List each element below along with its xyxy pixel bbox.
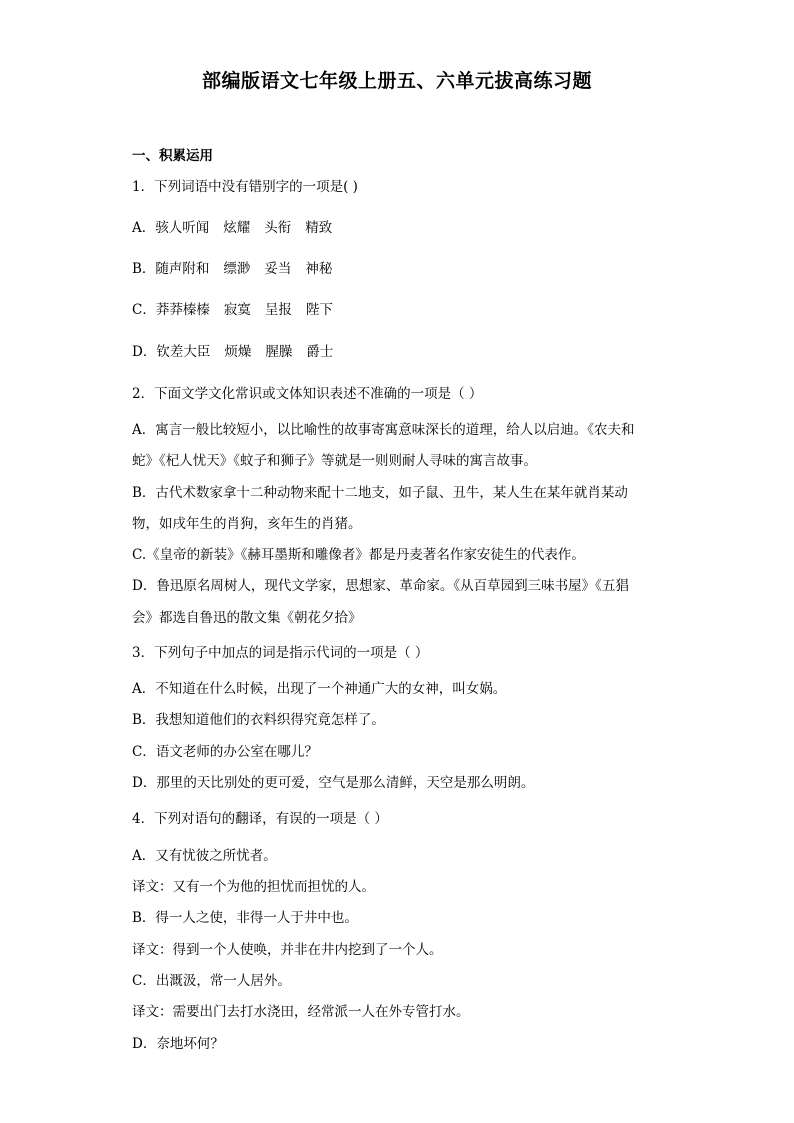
- question-4-line: 译文：又有一个为他的担忧而担忧的人。: [132, 879, 375, 895]
- question-2-line: C.《皇帝的新装》《赫耳墨斯和雕像者》都是丹麦著名作家安徒生的代表作。: [132, 547, 585, 563]
- question-1-stem: 1．下列词语中没有错别字的一项是( ): [132, 179, 358, 195]
- option-word: 神秘: [305, 261, 333, 277]
- question-3-line: C．语文老师的办公室在哪儿？: [132, 744, 318, 760]
- question-3-line: D．那里的天比别处的更可爱，空气是那么清鲜，天空是那么明朗。: [132, 775, 535, 791]
- question-4-line: C．出溉汲，常一人居外。: [132, 973, 291, 989]
- option-word: 骇人听闻: [155, 220, 210, 236]
- question-4-line: 译文：需要出门去打水浇田，经常派一人在外专管打水。: [132, 1004, 470, 1020]
- question-2-line: 会》都选自鲁迅的散文集《朝花夕拾》: [132, 610, 362, 626]
- question-4-stem: 4．下列对语句的翻译，有误的一项是（ ）: [132, 811, 388, 827]
- option-word: 随声附和: [155, 261, 210, 277]
- option-word: 炫耀: [223, 220, 251, 236]
- option-label: A．: [132, 220, 156, 236]
- option-word: 妥当: [264, 261, 292, 277]
- option-word: 陛下: [305, 302, 333, 318]
- question-4-line: A．又有忧彼之所忧者。: [132, 848, 277, 864]
- option-word: 寂寞: [223, 302, 251, 318]
- document-title: 部编版语文七年级上册五、六单元拔高练习题: [201, 70, 592, 92]
- option-word: 呈报: [264, 302, 292, 318]
- option-label: D．: [132, 344, 157, 360]
- option-word: 腥臊: [265, 344, 293, 360]
- question-3-line: A．不知道在什么时候，出现了一个神通广大的女神，叫女娲。: [132, 681, 507, 697]
- option-label: C．: [132, 302, 156, 318]
- question-4-line: D．奈地坏何？: [132, 1036, 224, 1052]
- question-1-option-b: [132, 259, 332, 279]
- option-label: B．: [132, 261, 156, 277]
- question-2-line: 蛇》《杞人忧天》《蚊子和狮子》等就是一则则耐人寻味的寓言故事。: [132, 453, 537, 469]
- option-word: 精致: [305, 220, 333, 236]
- question-2-line: B．古代术数家拿十二种动物来配十二地支，如子鼠、丑牛，某人生在某年就肖某动: [132, 485, 628, 501]
- question-4-line: B．得一人之使，非得一人于井中也。: [132, 910, 358, 926]
- question-3-stem: 3．下列句子中加点的词是指示代词的一项是（ ）: [132, 645, 429, 661]
- option-word: 烦燥: [224, 344, 252, 360]
- question-1-option-a: [132, 218, 332, 238]
- question-3-line: B．我想知道他们的衣料织得究竟怎样了。: [132, 712, 385, 728]
- question-4-line: 译文：得到一个人使唤，并非在井内挖到了一个人。: [132, 942, 443, 958]
- question-2-stem: 2．下面文学文化常识或文体知识表述不准确的一项是（ ）: [132, 386, 483, 402]
- option-word: 钦差大臣: [156, 344, 211, 360]
- option-word: 爵士: [306, 344, 334, 360]
- question-1-option-c: [132, 300, 333, 320]
- option-word: 缥渺: [223, 261, 251, 277]
- question-2-line: A．寓言一般比较短小，以比喻性的故事寄寓意味深长的道理，给人以启迪。《农夫和: [132, 422, 635, 438]
- question-2-line: 物，如戌年生的肖狗，亥年生的肖猪。: [132, 516, 362, 532]
- question-2-line: D．鲁迅原名周树人，现代文学家，思想家、革命家。《从百草园到三味书屋》《五猖: [132, 578, 629, 594]
- section-heading: 一、积累运用: [132, 148, 213, 164]
- question-1-option-d: [132, 342, 333, 362]
- option-word: 莽莽榛榛: [155, 302, 210, 318]
- option-word: 头衔: [264, 220, 292, 236]
